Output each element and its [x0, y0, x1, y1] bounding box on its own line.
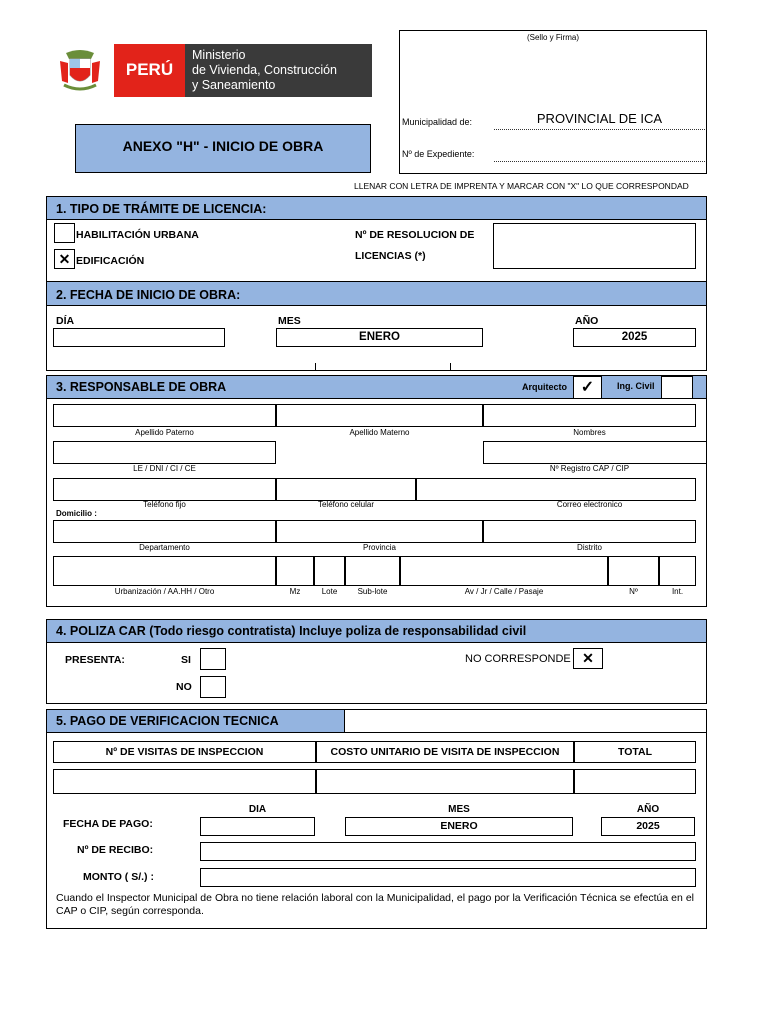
documento-input[interactable]	[53, 441, 276, 464]
no-corresponde-checkbox[interactable]: ✕	[573, 648, 603, 669]
no-corresponde-label: NO CORRESPONDE	[465, 653, 571, 665]
ing-civil-checkbox[interactable]	[661, 376, 693, 399]
expediente-field[interactable]	[494, 149, 705, 162]
correo-label: Correo electronico	[556, 500, 623, 509]
coat-of-arms-icon	[58, 47, 102, 93]
habilitacion-label: HABILITACIÓN URBANA	[76, 229, 199, 241]
brand-text: PERÚ	[125, 60, 174, 79]
provincia-input[interactable]	[276, 520, 483, 543]
sublote-label: Sub-lote	[357, 587, 388, 596]
documento-label: LE / DNI / CI / CE	[133, 464, 196, 473]
expediente-label: Nº de Expediente:	[402, 149, 475, 159]
via-label: Av / Jr / Calle / Pasaje	[464, 587, 544, 596]
municipality-label: Municipalidad de:	[402, 117, 473, 127]
col-total-header	[574, 741, 696, 763]
col-visitas-text: Nº DE VISITAS DE INSPECCION	[105, 746, 264, 758]
seal-label: (Sello y Firma)	[526, 33, 579, 42]
municipality-box	[399, 30, 707, 174]
apellido-materno-input[interactable]	[276, 404, 483, 427]
edificacion-checkbox[interactable]: ✕	[54, 249, 75, 269]
numero-input[interactable]	[608, 556, 659, 586]
ing-civil-label: Ing. Civil	[617, 381, 655, 391]
annex-title-box	[75, 124, 371, 173]
costo-input[interactable]	[316, 769, 574, 794]
registro-input[interactable]	[483, 441, 706, 464]
dia-label: DIA	[248, 804, 267, 815]
annex-title: ANEXO "H" - INICIO DE OBRA	[122, 138, 324, 154]
section1-title: 1. TIPO DE TRÁMITE DE LICENCIA:	[56, 202, 267, 216]
anio-label: AÑO	[636, 804, 660, 815]
departamento-input[interactable]	[53, 520, 276, 543]
lote-label: Lote	[321, 587, 338, 596]
arquitecto-checkbox[interactable]: ✓	[573, 376, 602, 399]
month-label: MES	[278, 315, 301, 327]
apellido-paterno-input[interactable]	[53, 404, 276, 427]
section-responsable	[46, 375, 707, 607]
section-tipo-tramite	[46, 196, 707, 282]
domicilio-label: Domicilio :	[56, 509, 97, 518]
year-input[interactable]: 2025	[573, 328, 696, 347]
col-total-text: TOTAL	[617, 746, 653, 758]
correo-input[interactable]	[416, 478, 696, 501]
col-costo-header	[316, 741, 574, 763]
year-label: AÑO	[575, 315, 599, 327]
instruction-text: LLENAR CON LETRA DE IMPRENTA Y MARCAR CON "X" LO QUE CORRESPONDAD	[354, 181, 689, 191]
nombres-label: Nombres	[573, 428, 606, 437]
lote-input[interactable]	[314, 556, 345, 586]
distrito-input[interactable]	[483, 520, 696, 543]
month-input[interactable]: ENERO	[276, 328, 483, 347]
presenta-label: PRESENTA:	[65, 654, 125, 666]
section3-title: 3. RESPONSABLE DE OBRA	[56, 380, 227, 394]
distrito-label: Distrito	[577, 543, 602, 552]
brand-logo	[114, 44, 372, 97]
section-pago	[46, 709, 707, 929]
resolution-label-line1: Nº DE RESOLUCION DE	[355, 229, 475, 241]
section5-title: 5. PAGO DE VERIFICACION TECNICA	[56, 714, 279, 728]
registro-label: Nº Registro CAP / CIP	[549, 464, 630, 473]
telefono-fijo-input[interactable]	[53, 478, 276, 501]
mes-label: MES	[448, 804, 470, 815]
pago-mes-input[interactable]: ENERO	[345, 817, 573, 836]
section-fecha-inicio	[46, 281, 707, 371]
edificacion-label: EDIFICACIÓN	[76, 255, 145, 267]
no-checkbox[interactable]	[200, 676, 226, 698]
numero-label: Nº	[629, 587, 638, 596]
si-label: SI	[181, 654, 191, 666]
ministry-line2: de Vivienda, Construcción	[192, 63, 337, 77]
apellido-paterno-label: Apellido Paterno	[135, 428, 194, 437]
telefono-fijo-label: Teléfono fijo	[143, 500, 186, 509]
recibo-input[interactable]	[200, 842, 696, 861]
monto-label: MONTO ( S/.) :	[83, 871, 154, 883]
si-checkbox[interactable]	[200, 648, 226, 670]
telefono-celular-label: Teléfono celular	[317, 500, 375, 509]
urbanizacion-label: Urbanización / AA.HH / Otro	[114, 587, 215, 596]
visitas-input[interactable]	[53, 769, 316, 794]
interior-label: Int.	[671, 587, 684, 596]
section-poliza	[46, 619, 707, 704]
recibo-label: Nº DE RECIBO:	[77, 844, 154, 856]
no-label: NO	[176, 681, 192, 693]
telefono-celular-input[interactable]	[276, 478, 416, 501]
via-input[interactable]	[400, 556, 608, 586]
total-input[interactable]	[574, 769, 696, 794]
section4-title: 4. POLIZA CAR (Todo riesgo contratista) Incluye poliza de responsabilidad civil	[56, 624, 527, 638]
ministry-line3: y Saneamiento	[192, 78, 276, 92]
resolution-label-line2: LICENCIAS (*)	[355, 250, 426, 262]
sublote-input[interactable]	[345, 556, 400, 586]
urbanizacion-input[interactable]	[53, 556, 276, 586]
day-label: DÍA	[56, 315, 75, 327]
municipality-value[interactable]: PROVINCIAL DE ICA	[536, 111, 663, 126]
col-visitas-header	[53, 741, 316, 763]
section2-title: 2. FECHA DE INICIO DE OBRA:	[56, 288, 241, 302]
monto-input[interactable]	[200, 868, 696, 887]
divider-tick	[450, 363, 451, 371]
fecha-pago-label: FECHA DE PAGO:	[63, 818, 153, 830]
habilitacion-checkbox[interactable]	[54, 223, 75, 243]
nombres-input[interactable]	[483, 404, 696, 427]
interior-input[interactable]	[659, 556, 696, 586]
resolution-input[interactable]	[493, 223, 696, 269]
col-costo-text: COSTO UNITARIO DE VISITA DE INSPECCION	[330, 746, 560, 758]
mz-input[interactable]	[276, 556, 314, 586]
ministry-line1: Ministerio	[192, 48, 246, 62]
apellido-materno-label: Apellido Materno	[349, 428, 410, 437]
mz-label: Mz	[289, 587, 301, 596]
arquitecto-label: Arquitecto	[522, 382, 567, 392]
pago-dia-input[interactable]	[200, 817, 315, 836]
day-input[interactable]	[53, 328, 225, 347]
departamento-label: Departamento	[139, 543, 190, 552]
pago-anio-input[interactable]: 2025	[601, 817, 695, 836]
payment-note: Cuando el Inspector Municipal de Obra no tiene relación laboral con la Municipalidad, el pago por la Verificación Técnica se efectúa en el CAP o CIP, según corresponda.	[56, 892, 694, 917]
provincia-label: Provincia	[363, 543, 396, 552]
divider-tick	[315, 363, 316, 371]
